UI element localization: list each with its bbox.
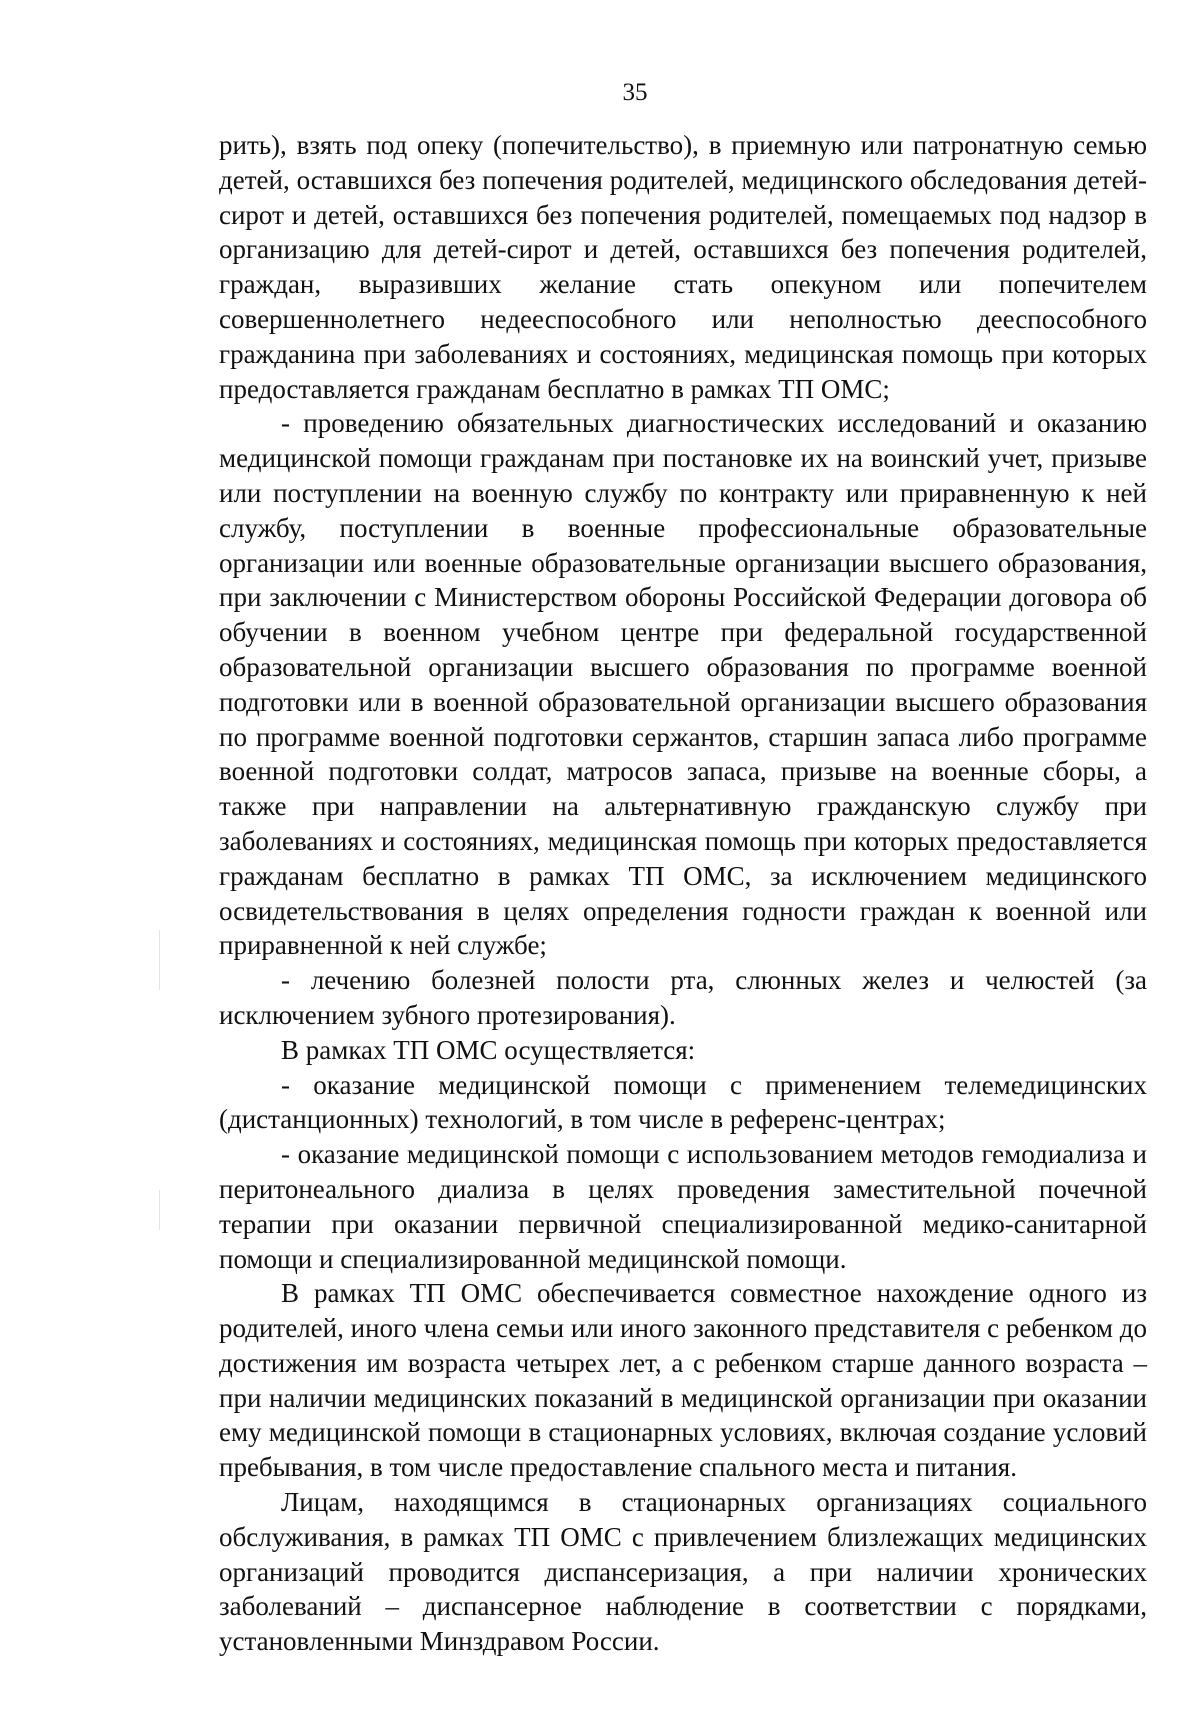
paragraph-dialysis: - оказание медицинской помощи с использованием методов гемодиализа и перитонеального диализа в целях проведения заместительной почечной терапии при оказании первичной специализированной медико-санитарной помощи и специализированной медицинской помощи. bbox=[219, 1139, 1147, 1274]
paragraph-oms-intro: В рамках ТП ОМС осуществляется: bbox=[281, 1034, 696, 1065]
paragraph-dental: - лечению болезней полости рта, слюнных желез и челюстей (за исключением зубного протезирования). bbox=[219, 965, 1147, 1030]
paragraph-continuation: рить), взять под опеку (попечительство), в приемную или патронатную семью детей, оставшихся без попечения родителей, медицинского обследования детей-сирот и детей, оставшихся без попечения родителей, помещаемых под надзор в организацию для детей-сирот и детей, оставшихся без попечения родителей, граждан, выразивших желание стать опекуном или попечителем совершеннолетнего недееспособного или неполностью дееспособного гражданина при заболеваниях и состояниях, медицинская помощь при которых предоставляется гражданам бесплатно в рамках ТП ОМС; bbox=[219, 130, 1147, 404]
scan-margin-line bbox=[159, 1190, 160, 1230]
document-body bbox=[219, 128, 1147, 1659]
paragraph-social-institutions: Лицам, находящимся в стационарных организациях социального обслуживания, в рамках ТП ОМС с привлечением близлежащих медицинских организаций проводится диспансеризация, а при наличии хронических заболеваний – диспансерное наблюдение в соответствии с порядками, установленными Минздравом России. bbox=[219, 1487, 1147, 1657]
scan-margin-line bbox=[159, 930, 160, 990]
paragraph-military-exams: - проведению обязательных диагностических исследований и оказанию медицинской помощи гражданам при постановке их на воинский учет, призыве или поступлении на военную службу по контракту или приравненную к ней службу, поступлении в военные профессиональные образовательные организации или военные образовательные организации высшего образования, при заключении с Министерством обороны Российской Федерации договора об обучении в военном учебном центре при федеральной государственной образовательной организации высшего образования по программе военной подготовки или в военной образовательной организации высшего образования по программе военной подготовки сержантов, старшин запаса либо программе военной подготовки солдат, матросов запаса, призыве на военные сборы, а также при направлении на альтернативную гражданскую службу при заболеваниях и состояниях, медицинская помощь при которых предоставляется гражданам бесплатно в рамках ТП ОМС, за исключением медицинского освидетельствования в целях определения годности граждан к военной или приравненной к ней службе; bbox=[219, 408, 1147, 961]
paragraph-parent-stay: В рамках ТП ОМС обеспечивается совместное нахождение одного из родителей, иного члена семьи или иного законного представителя с ребенком до достижения им возраста четырех лет, а с ребенком старше данного возраста – при наличии медицинских показаний в медицинской организации при оказании ему медицинской помощи в стационарных условиях, включая создание условий пребывания, в том числе предоставление спального места и питания. bbox=[219, 1278, 1147, 1483]
paragraph-telemedicine: - оказание медицинской помощи с применением телемедицинских (дистанционных) технологий, в том числе в референс-центрах; bbox=[219, 1069, 1147, 1135]
page-number: 35 bbox=[622, 79, 648, 106]
